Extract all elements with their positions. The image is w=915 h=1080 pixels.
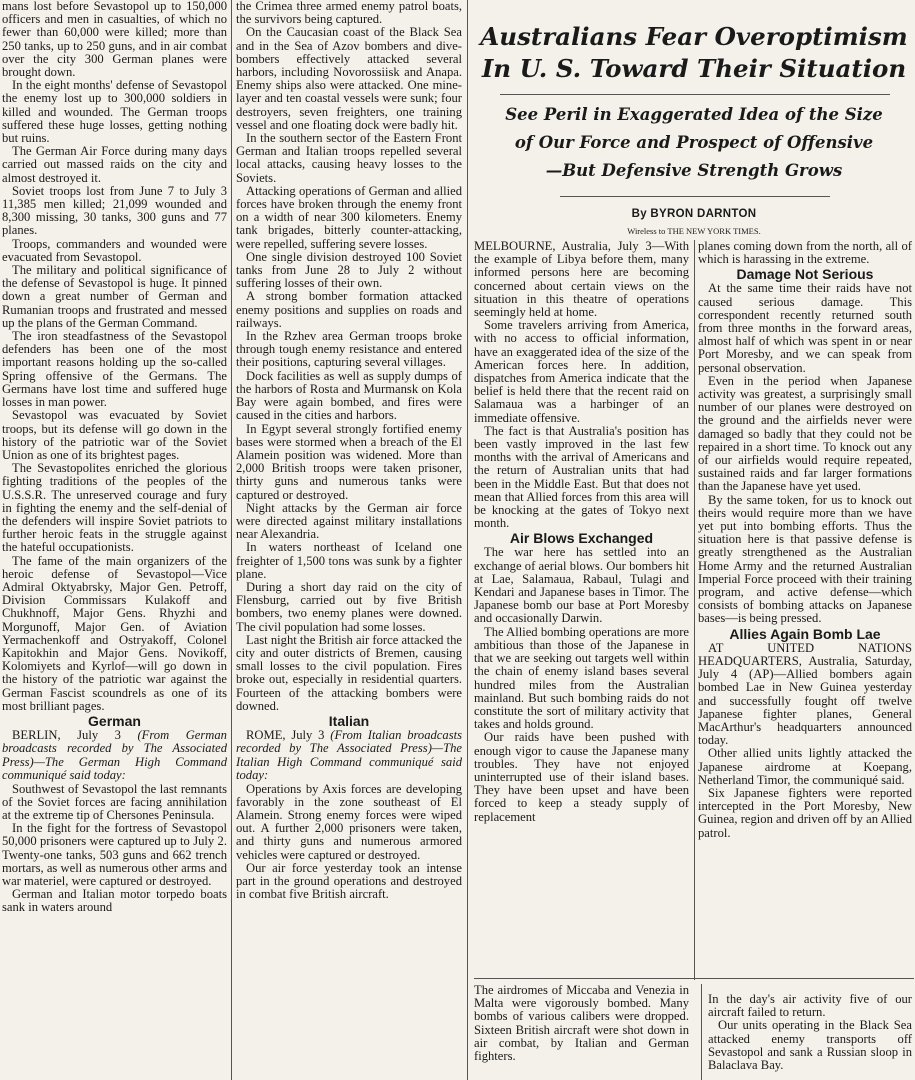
- col4-paragraph: Even in the period when Japanese activity was greatest, a surprisingly small number of our planes were destroyed on the ground and the airfields never were damaged so badly that they could not be repaired in a short time. To knock out any of our airfields would require repeated, sustained raids and far larger formations than the Japanese have yet used.: [698, 373, 912, 494]
- col1-paragraph: The fame of the main organizers of the heroic defense of Sevastopol—Vice Admiral Oktyabrsky, Major Gen. Petroff, Division Commissars Kulakoff and Chukhnoff, Major Gens. Rhyzhi and Morgunoff, Major Gen. of Aviation Yermachenkoff and Ostryakoff, Colonel Kapitokhin and Major Gens. Novikoff, Kolomiyets and Kyrlof—will go down in the history of the patriotic war against the German Fascist scoundrels as one of its most brilliant pages.: [2, 553, 227, 713]
- section-rule: [474, 978, 914, 979]
- headline-rule: [500, 94, 890, 95]
- column-2: [236, 0, 462, 1080]
- column-divider: [231, 0, 232, 1080]
- subhead-italian: Italian: [328, 712, 370, 729]
- col1-paragraph: In the eight months' defense of Sevastopol the enemy lost up to 300,000 soldiers in killed and wounded. The German troops suffered these huge losses, getting nothing but ruins.: [2, 78, 227, 146]
- column-divider: [701, 984, 702, 1080]
- col4-paragraph: By the same token, for us to knock out theirs would require more than we have yet put into bombing efforts. Thus the situation here is that passive defense is greatly strengthened as the Australian Home Army and the returned Australian Imperial Force proceed with their training program, and active defense—which consists of bombing attacks on Japanese bases—is being pressed.: [698, 492, 912, 626]
- col2-paragraph: One single division destroyed 100 Soviet tanks from June 28 to July 2 without suffering losses of their own.: [236, 249, 462, 291]
- col1-paragraph: Sevastopol was evacuated by Soviet troops, but its defense will go down in the history of the patriotic war of the Soviet Union as one of its brightest pages.: [2, 408, 227, 462]
- column-divider: [467, 0, 468, 1080]
- headline-line-1: Australians Fear Overoptimism: [480, 22, 908, 51]
- col3-paragraph: Some travelers arriving from America, with no access to official information, have an exaggerated idea of the size of the American forces here. In addition, dispatches from America indicate that the belief is held there that the recent raid on Salamaua was a harbinger of an immediate offensive.: [474, 318, 689, 425]
- col2-paragraph: In the southern sector of the Eastern Front German and Italian troops repelled several local attacks, causing heavy losses to the Soviets.: [236, 131, 462, 185]
- col3-paragraph: Our raids have been pushed with enough vigor to cause the Japanese many troubles. They have not enjoyed uninterrupted use of their island bases. They have been upset and have been forced to keep a steady supply of replacement: [474, 730, 689, 824]
- continuation-paragraph: In the day's air activity five of our aircraft failed to return.: [708, 993, 912, 1020]
- col4-paragraph: At the same time their raids have not caused serious damage. This correspondent recently returned south from three months in the forward areas, almost half of which was spent in or near Port Moresby, and we can speak from personal observation.: [698, 281, 912, 375]
- col1-paragraph: In the fight for the fortress of Sevastopol 50,000 prisoners were captured up to July 2. Twenty-one tanks, 503 guns and 662 trench mortars, as well as numerous other arms and war materiel, were captured or destroyed.: [2, 821, 227, 889]
- continuation-left: [474, 984, 689, 1080]
- col2-paragraph: On the Caucasian coast of the Black Sea and in the Sea of Azov bombers and dive-bombers effectively attacked several harbors, including Novorossiisk and Anapa. Enemy ships also were attacked. One mine-layer and ten coastal vessels were sunk; four destroyers, seven freighters, one training vessel and one floating dock were badly hit.: [236, 25, 462, 132]
- col2-paragraph: In waters northeast of Iceland one freighter of 1,500 tons was sunk by a fighter plane.: [236, 540, 462, 581]
- col4-paragraph: planes coming down from the north, all of which is harassing in the extreme.: [698, 240, 912, 267]
- col1-paragraph: The Sevastopolites enriched the glorious fighting traditions of the peoples of the U.S.S.R. The unreserved courage and fury in fighting the enemy and the self-denial of the defenders will inspire Soviet patriots to further heroic feats in the struggle against the hateful occupationists.: [2, 461, 227, 555]
- deck-line-3: —But Defensive Strength Grows: [545, 161, 843, 180]
- subhead-allies-bomb-lae: Allies Again Bomb Lae: [729, 625, 881, 642]
- col2-paragraph: Attacking operations of German and allied forces have broken through the enemy front on a width of near 300 kilometers. Enemy tank brigades, bitterly counter-attacking, were repelled, suffering severe losses.: [236, 183, 462, 251]
- dateline-text: (From German broadcasts recorded by The Associated Press)—The German High Command communiqué said today:: [2, 727, 227, 783]
- col1-paragraph: The military and political significance of the defense of Sevastopol is huge. It pinned down a great number of German and Rumanian troops and frustrated and messed up the plans of the German Command.: [2, 263, 227, 330]
- column-4: [698, 240, 912, 970]
- col1-paragraph: The iron steadfastness of the Sevastopol defenders has been one of the most important reasons holding up the so-called Spring offensive of the Germans. The Germans have lost time and suffered huge losses in man power.: [2, 329, 227, 410]
- col1-paragraph: mans lost before Sevastopol up to 150,000 officers and men in casualties, of which no fewer than 60,000 were killed; more than 250 tanks, up to 250 guns, and in air combat over the city 300 German planes were brought down.: [2, 0, 227, 80]
- deck-rule: [560, 196, 830, 197]
- col1-paragraph: German and Italian motor torpedo boats sank in waters around: [2, 887, 227, 915]
- col1-paragraph: Soviet troops lost from June 7 to July 3 11,385 men killed; 21,099 wounded and 8,300 missing, 30 tanks, 300 guns and 77 planes.: [2, 183, 227, 238]
- col2-paragraph: Last night the British air force attacked the city and outer districts of Bremen, causing small losses to the civil population. Fires broke out, especially in residential quarters. Fourteen of the attacking bombers were downed.: [236, 632, 462, 713]
- continuation-right: [708, 993, 912, 1080]
- col2-paragraph: Our air force yesterday took an intense part in the ground operations and destroyed in combat five British aircraft.: [236, 860, 462, 902]
- continuation-paragraph: Our units operating in the Black Sea attacked enemy transports off Sevastopol and sank a Russian sloop in Balaclava Bay.: [708, 1018, 912, 1073]
- col1-paragraph: Troops, commanders and wounded were evacuated from Sevastopol.: [2, 236, 227, 264]
- rome-dateline: [236, 729, 462, 783]
- dateline-place: BERLIN, July 3: [12, 727, 121, 742]
- continuation-paragraph: The airdromes of Miccaba and Venezia in Malta were vigorously bombed. Many bombs of various calibers were dropped. Sixteen British aircraft were shot down in air combat, by Italian and German fighters.: [474, 984, 689, 1064]
- col1-paragraph: Southwest of Sevastopol the last remnants of the Soviet forces are facing annihilation at the extreme tip of Chersones Peninsula.: [2, 781, 227, 822]
- dateline-place: ROME, July 3: [246, 727, 325, 742]
- col1-paragraph: The German Air Force during many days carried out massed raids on the city and almost destroyed it.: [2, 144, 227, 185]
- col4-paragraph: AT UNITED NATIONS HEADQUARTERS, Australia, Saturday, July 4 (AP)—Allied bombers again bombed Lae in New Guinea yesterday and successfully fought off twelve Japanese fighter planes, General MacArthur's headquarters announced today.: [698, 640, 912, 748]
- column-1: [2, 0, 227, 1080]
- col2-paragraph: Night attacks by the German air force were directed against military installations near Alexandria.: [236, 500, 462, 542]
- deck-line-1: See Peril in Exaggerated Idea of the Size: [505, 105, 883, 124]
- subhead-german: German: [88, 712, 141, 729]
- col2-paragraph: Dock facilities as well as supply dumps of the harbors of Rosta and Murmansk on Kola Bay were again bombed, and fires were caused in the cities and harbors.: [236, 368, 462, 423]
- col2-paragraph: During a short day raid on the city of Flensburg, carried out by five British bombers, two enemy planes were downed. The civil population had some losses.: [236, 579, 462, 634]
- berlin-dateline: [2, 729, 227, 783]
- col2-paragraph: In Egypt several strongly fortified enemy bases were stormed when a breach of the El Alamein position was widened. More than 2,000 British troops were taken prisoner, thirty guns and numerous tanks were captured or destroyed.: [236, 421, 462, 502]
- dateline-text: (From Italian broadcasts recorded by The Associated Press)—The Italian High Command communiqué said today:: [236, 727, 462, 783]
- column-3: [474, 240, 689, 970]
- col4-paragraph: Six Japanese fighters were reported intercepted in the Port Moresby, New Guinea, region and driven off by an Allied patrol.: [698, 785, 912, 840]
- col3-paragraph: The war here has settled into an exchange of aerial blows. Our bombers hit at Lae, Salamaua, Rabaul, Tulagi and Kendari and Japanese bases in Timor. The Japanese bomb our base at Port Moresby and occasionally Darwin.: [474, 545, 689, 626]
- col2-paragraph: the Crimea three armed enemy patrol boats, the survivors being captured.: [236, 0, 462, 27]
- col2-paragraph: Operations by Axis forces are developing favorably in the zone southeast of El Alamein. Strong enemy forces were wiped out. A further 2,000 prisoners were taken, and thirty guns and numerous armored vehicles were captured or destroyed.: [236, 781, 462, 862]
- subhead-air-blows: Air Blows Exchanged: [509, 530, 654, 547]
- column-divider: [694, 240, 695, 980]
- col2-paragraph: In the Rzhev area German troops broke through tough enemy resistance and entered their positions, capturing several villages.: [236, 329, 462, 370]
- deck-line-2: of Our Force and Prospect of Offensive: [514, 133, 874, 152]
- col3-paragraph: The Allied bombing operations are more ambitious than those of the Japanese in that we are seeking out targets well within the chain of enemy island bases several hundred miles from the Australian mainland. But such bombing raids do not constitute the sort of military activity that takes and holds ground.: [474, 624, 689, 732]
- byline: By BYRON DARNTON: [631, 208, 757, 220]
- wireless-credit: Wireless to THE NEW YORK TIMES.: [627, 226, 761, 236]
- col3-paragraph: The fact is that Australia's position has been vastly improved in the last few months with the arrival of Americans and the return of Australian units that had been in the Middle East. But that does not mean that Allied forces from this area will be knocking at the gates of Tokyo next month.: [474, 423, 689, 531]
- col4-paragraph: Other allied units lightly attacked the Japanese airdrome at Koepang, Netherland Timor, the communiqué said.: [698, 746, 912, 787]
- col3-paragraph: MELBOURNE, Australia, July 3—With the example of Libya before them, many informed persons here are becoming concerned about certain views on the situation in this theatre of operations seemingly held at home.: [474, 240, 689, 320]
- col2-paragraph: A strong bomber formation attacked enemy positions and supplies on roads and railways.: [236, 289, 462, 330]
- subhead-damage: Damage Not Serious: [736, 266, 874, 283]
- headline-line-2: In U. S. Toward Their Situation: [481, 54, 907, 83]
